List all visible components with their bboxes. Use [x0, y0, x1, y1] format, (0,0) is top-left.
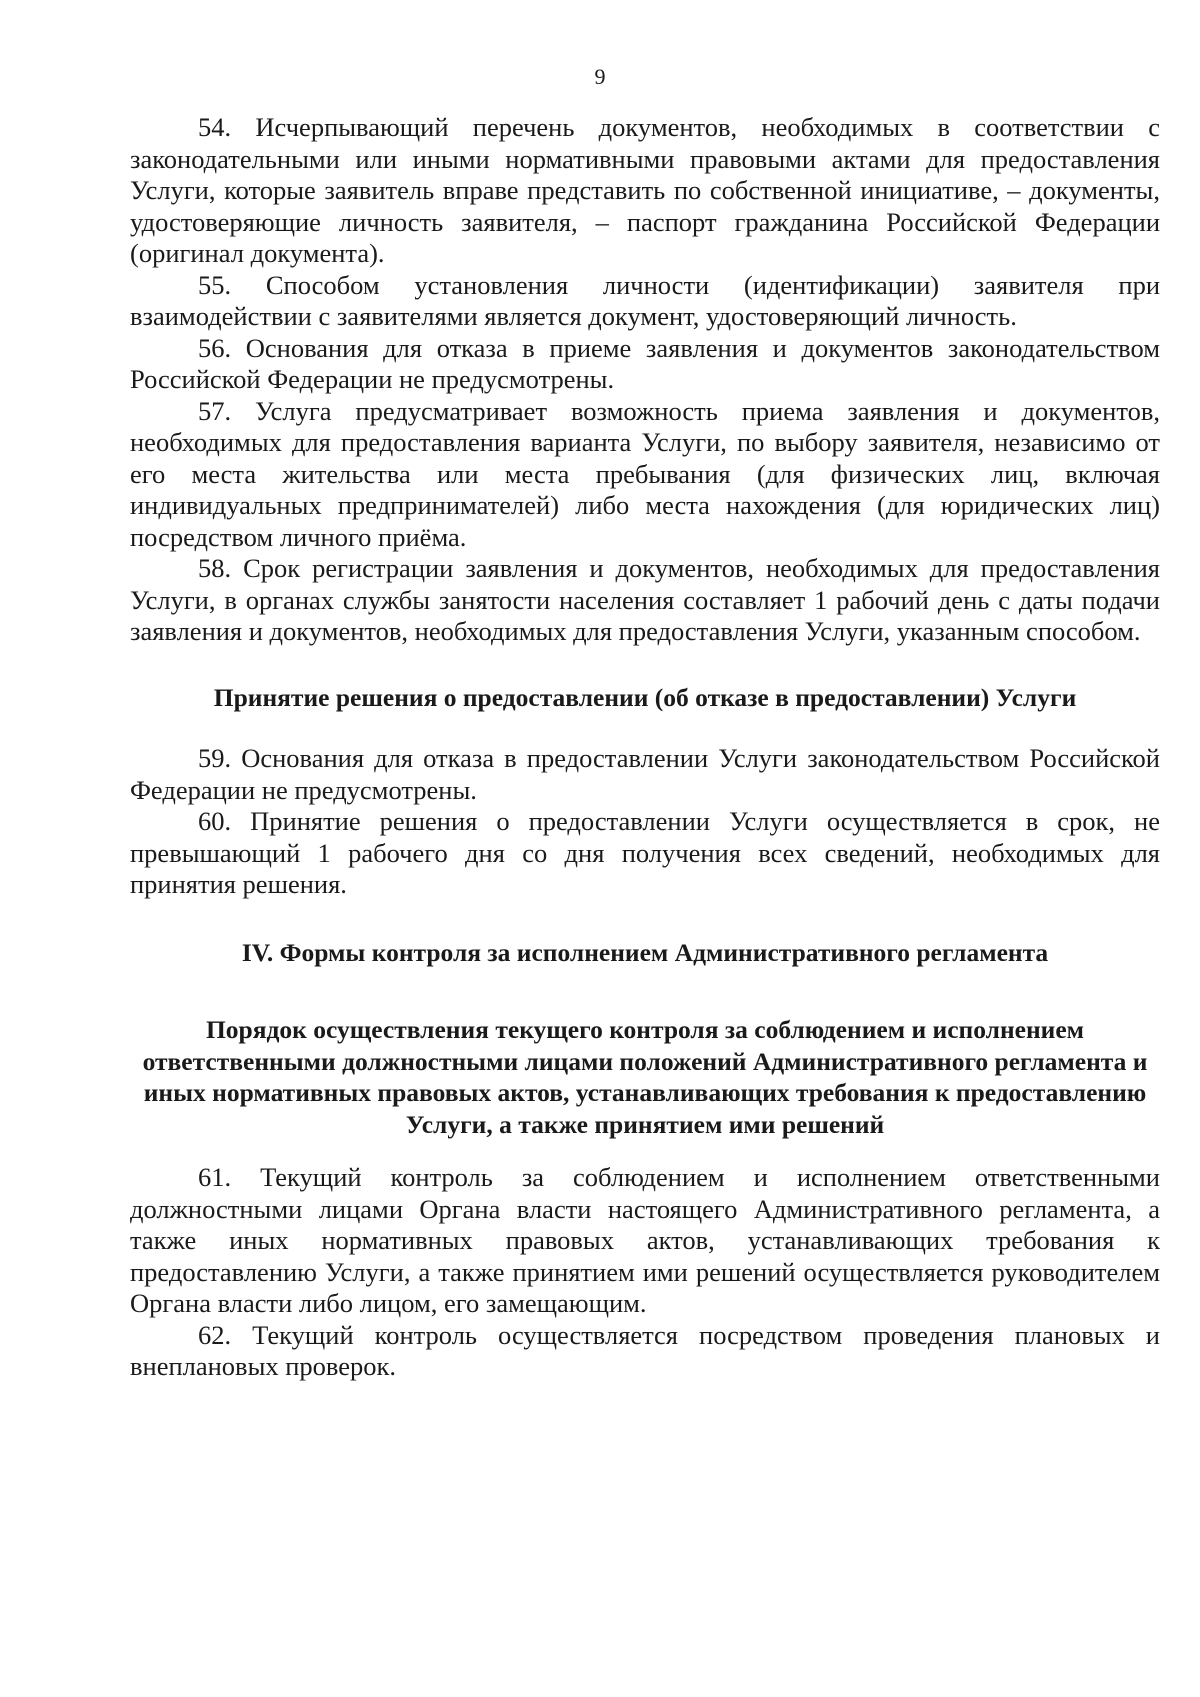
- page-number: 9: [594, 64, 606, 89]
- paragraph-59: 59. Основания для отказа в предоставлении Услуги законодательством Российской Федерации не предусмотрены.: [130, 743, 1160, 805]
- section-heading-decision: Принятие решения о предоставлении (об отказе в предоставлении) Услуги: [213, 682, 1077, 712]
- paragraph-54: 54. Исчерпывающий перечень документов, необходимых в соответствии с законодательными или иными нормативными правовыми актами для предоставления Услуги, которые заявитель вправе представить по собственной инициативе, – документы, удостоверяющие личность заявителя, – паспорт гражданина Российской Федерации (оригинал документа).: [130, 112, 1160, 268]
- paragraph-57: 57. Услуга предусматривает возможность приема заявления и документов, необходимых для предоставления варианта Услуги, по выбору заявителя, независимо от его места жительства или места пребывания (для физических лиц, включая индивидуальных предпринимателей) либо места нахождения (для юридических лиц) посредством личного приёма.: [130, 395, 1160, 552]
- paragraph-62: 62. Текущий контроль осуществляется посредством проведения плановых и внеплановых проверок.: [130, 1319, 1160, 1381]
- paragraph-60: 60. Принятие решения о предоставлении Услуги осуществляется в срок, не превышающий 1 рабочего дня со дня получения всех сведений, необходимых для принятия решения.: [130, 806, 1160, 899]
- page-content: [130, 112, 1160, 1383]
- paragraph-58: 58. Срок регистрации заявления и документов, необходимых для предоставления Услуги, в органах службы занятости населения составляет 1 рабочий день с даты подачи заявления и документов, необходимых для предоставления Услуги, указанным способом.: [130, 553, 1160, 646]
- section-heading-current-control: Порядок осуществления текущего контроля за соблюдением и исполнением ответственными должностными лицами положений Административного регламента и иных нормативных правовых актов, устанавливающих требования к предоставлению Услуги, а также принятием ими решений: [142, 1015, 1148, 1139]
- paragraph-61: 61. Текущий контроль за соблюдением и исполнением ответственными должностными лицами Органа власти настоящего Административного регламента, а также иных нормативных правовых актов, устанавливающих требования к предоставлению Услуги, а также принятием ими решений осуществляется руководителем Органа власти либо лицом, его замещающим.: [130, 1162, 1160, 1318]
- paragraph-55: 55. Способом установления личности (идентификации) заявителя при взаимодействии с заявителями является документ, удостоверяющий личность.: [130, 269, 1160, 331]
- paragraph-56: 56. Основания для отказа в приеме заявления и документов законодательством Российской Федерации не предусмотрены.: [130, 332, 1160, 394]
- chapter-heading-iv: IV. Формы контроля за исполнением Административного регламента: [241, 937, 1049, 967]
